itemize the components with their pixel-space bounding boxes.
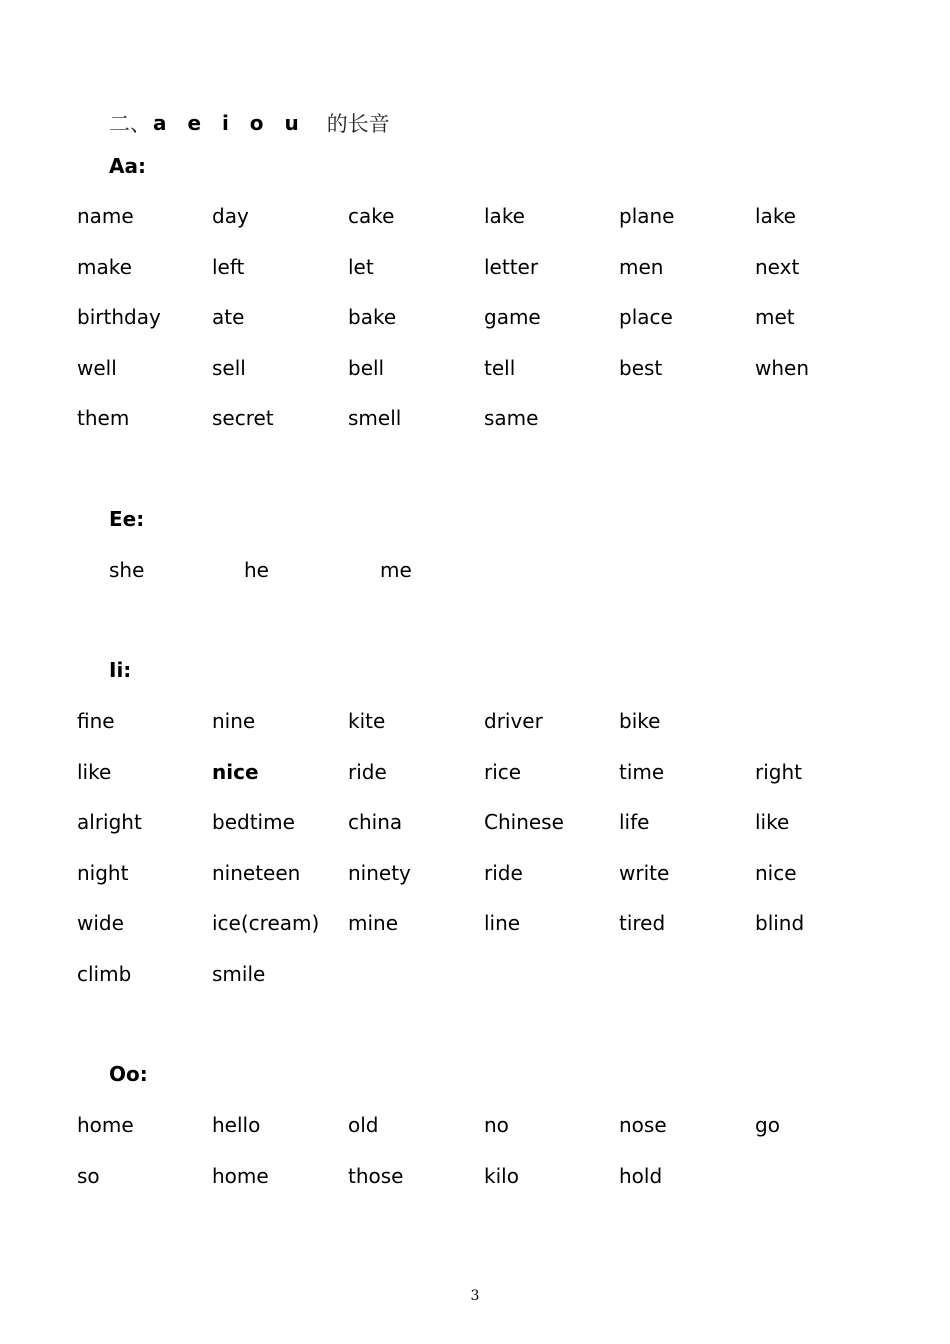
word: letter [484,254,539,279]
word: line [484,911,521,935]
word-row [77,1159,897,1193]
section-label-ii: Ii: [109,658,132,682]
word: well [77,355,117,380]
word-row [77,805,897,839]
word-row [77,704,897,738]
word: blind [755,911,805,935]
word-row [77,199,897,233]
word-row [77,856,897,890]
word: time [619,759,665,784]
word: mine [348,911,399,935]
word: bedtime [212,810,295,834]
word: left [212,254,245,279]
word: wide [77,911,124,935]
word: next [755,254,800,279]
word: old [348,1113,379,1137]
word: he [244,558,269,582]
word: smile [212,961,266,986]
ee-word-row [0,553,950,587]
word: game [484,305,541,329]
word: those [348,1163,404,1188]
word: best [619,355,663,380]
word: let [348,254,374,279]
word: nine [212,709,256,733]
word: china [348,810,403,834]
word-row [77,351,897,385]
word: ride [348,759,387,784]
title-prefix: 二、 [109,112,151,136]
word: ice(cream) [212,911,320,935]
word: secret [212,406,274,430]
title-suffix: 的长音 [326,112,390,136]
word-row [77,1108,897,1142]
word: rice [484,759,522,784]
page-number: 3 [470,1288,480,1304]
word-row [77,401,897,435]
word: life [619,810,650,834]
word: cake [348,204,395,228]
section-label-ee: Ee: [109,507,145,531]
word: them [77,406,130,430]
word-row [77,755,897,789]
word: like [77,759,112,784]
word: no [484,1113,509,1137]
section-title [109,106,390,140]
word: me [380,558,412,582]
word: lake [484,204,525,228]
word: hello [212,1113,261,1137]
section-label-aa: Aa: [109,154,146,178]
word: right [755,759,802,784]
word: same [484,406,539,430]
word: nice [755,860,797,885]
word-row [77,957,897,991]
word: smell [348,406,402,430]
word: hold [619,1163,663,1188]
word: alright [77,810,142,834]
word: bike [619,709,661,733]
word: nose [619,1113,667,1137]
word: plane [619,204,675,228]
word-row [77,906,897,940]
word: name [77,204,134,228]
word: kilo [484,1163,519,1188]
section-label-oo: Oo: [109,1062,148,1086]
word: tired [619,911,666,935]
word: met [755,305,795,329]
title-vowels: a e i o u [153,111,299,135]
word: she [109,558,145,582]
word: make [77,254,132,279]
word: home [77,1113,134,1137]
word: lake [755,204,796,228]
word: home [212,1163,269,1188]
word: place [619,305,673,329]
word: driver [484,709,543,733]
word: fine [77,709,115,733]
word: climb [77,961,132,986]
word: Chinese [484,810,564,834]
word: tell [484,355,516,380]
word-row [77,250,897,284]
word: like [755,810,790,834]
word: birthday [77,305,161,329]
word: sell [212,355,246,380]
word: when [755,355,810,380]
word: nice [212,759,259,784]
word: go [755,1113,780,1137]
word: write [619,860,670,885]
word: nineteen [212,860,301,885]
word: ate [212,305,245,329]
word: night [77,860,129,885]
word: men [619,254,664,279]
word: bell [348,355,385,380]
word: bake [348,305,397,329]
word: ninety [348,860,411,885]
word-row [77,300,897,334]
word: day [212,204,249,228]
word: ride [484,860,523,885]
word: kite [348,709,386,733]
word: so [77,1163,100,1188]
